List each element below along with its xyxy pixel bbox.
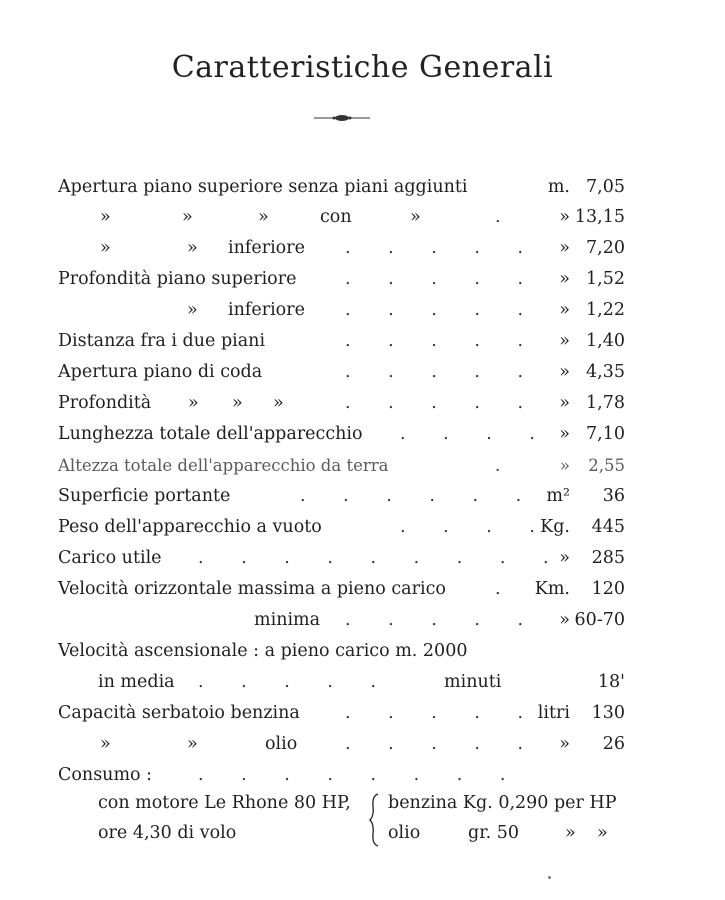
spec-value: 13,15 [574,207,625,227]
spec-row [0,636,725,667]
spec-unit: » [559,300,570,320]
spec-label: Profondità [58,393,152,413]
spec-value: 1,78 [586,393,625,413]
paper-speck [548,876,551,879]
spec-value: 4,35 [586,362,625,382]
spec-label: inferiore [228,238,305,258]
spec-label: Velocità orizzontale massima a pieno carico [58,579,446,599]
consumption-line [0,788,725,819]
leader-dots: . . . . . [198,672,377,692]
spec-row [0,481,725,512]
leader-dots: . . . . . [345,734,524,754]
spec-label: Profondità piano superiore [58,269,297,289]
spec-value: 1,22 [586,300,625,320]
leader-dots: . . . . . [345,610,524,630]
ditto-mark: » [232,393,243,413]
consumption-oil-label: olio [388,823,421,843]
spec-label: Superficie portante [58,486,231,506]
spec-row [0,543,725,574]
spec-row [0,357,725,388]
spec-row [0,512,725,543]
spec-row [0,760,725,791]
spec-value: 7,10 [586,424,625,444]
spec-label: Capacità serbatoio benzina [58,703,300,723]
spec-value: 1,52 [586,269,625,289]
spec-unit: m² [546,486,570,506]
brace-icon [368,792,382,848]
spec-row [0,233,725,264]
leader-dots: . [495,456,501,475]
spec-value: 7,05 [586,177,625,197]
spec-unit: » [559,610,570,630]
leader-dots: . . . . . [345,362,524,382]
spec-unit: minuti [444,672,502,692]
leader-dots: . . . . . [345,269,524,289]
ornament-divider [312,112,372,124]
spec-label: Apertura piano di coda [58,362,263,382]
spec-value: 120 [591,579,625,599]
leader-dots: . [495,579,501,599]
spec-row [0,574,725,605]
spec-label: Velocità ascensionale : a pieno carico m. 2000 [58,641,468,661]
consumption-line [0,818,725,849]
spec-label: inferiore [228,300,305,320]
spec-label: Apertura piano superiore senza piani aggiunti [58,177,468,197]
spec-unit: Km. [534,579,570,599]
spec-unit: » [559,207,570,227]
consumption-duration: ore 4,30 di volo [98,823,237,843]
leader-dots: . . . . . . . . . [198,548,549,568]
spec-value: 18' [597,672,625,692]
spec-row [0,202,725,233]
ditto-mark: » [187,238,198,258]
spec-label: Peso dell'apparecchio a vuoto [58,517,322,537]
leader-dots: . . . . . [345,300,524,320]
spec-row [0,698,725,729]
spec-label: in media [98,672,175,692]
ditto-mark: » [258,207,269,227]
ditto-mark: » [188,393,199,413]
ditto-mark: » [187,734,198,754]
spec-unit: » [559,424,570,444]
spec-unit: » [559,548,570,568]
spec-label: olio [265,734,298,754]
spec-row [0,388,725,419]
ditto-mark: » [565,823,576,843]
spec-label: Consumo : [58,765,153,785]
spec-row [0,419,725,450]
leader-dots: . . . . . . [300,486,522,506]
spec-unit: » [559,734,570,754]
spec-unit: » [559,362,570,382]
ditto-mark: » [100,734,111,754]
spec-row [0,264,725,295]
consumption-engine: con motore Le Rhone 80 HP, [98,793,351,813]
ditto-mark: » [410,207,421,227]
ditto-mark: » [597,823,608,843]
spec-unit: » [559,238,570,258]
spec-unit: Kg. [540,517,570,537]
spec-value: 130 [591,703,625,723]
spec-unit: » [559,393,570,413]
spec-row [0,729,725,760]
spec-unit: » [559,269,570,289]
spec-value: 36 [602,486,625,506]
spec-row [0,295,725,326]
ditto-mark: » [100,238,111,258]
leader-dots: . . . . [400,517,535,537]
spec-value: 445 [591,517,625,537]
spec-row [0,326,725,357]
spec-label: con [320,207,352,227]
spec-row [0,605,725,636]
spec-value: 285 [591,548,625,568]
leader-dots: . . . . . [345,331,524,351]
ditto-mark: » [187,300,198,320]
spec-label: Distanza fra i due piani [58,331,266,351]
spec-row [0,450,725,481]
spec-value: 1,40 [586,331,625,351]
ditto-mark: » [182,207,193,227]
consumption-fuel: benzina Kg. 0,290 per HP [388,793,617,813]
leader-dots: . . . . . [345,703,524,723]
spec-value: 60-70 [574,610,625,630]
ditto-mark: » [273,393,284,413]
spec-value: 2,55 [588,456,625,475]
spec-unit: litri [537,703,570,723]
ditto-mark: » [100,207,111,227]
spec-unit: » [559,456,570,475]
leader-dots: . . . . . . . . [198,765,506,785]
spec-label: Lunghezza totale dell'apparecchio [58,424,363,444]
leader-dots: . [495,207,501,227]
spec-row [0,667,725,698]
spec-unit: m. [547,177,570,197]
spec-label: Carico utile [58,548,162,568]
leader-dots: . . . . [400,424,535,444]
consumption-oil-value: gr. 50 [468,823,520,843]
page-title: Caratteristiche Generali [171,50,554,85]
spec-row [0,172,725,203]
leader-dots: . . . . . [345,393,524,413]
spec-value: 7,20 [586,238,625,258]
leader-dots: . . . . . [345,238,524,258]
spec-label: Altezza totale dell'apparecchio da terra [58,456,389,475]
spec-value: 26 [602,734,625,754]
spec-label: minima [254,610,321,630]
spec-unit: » [559,331,570,351]
